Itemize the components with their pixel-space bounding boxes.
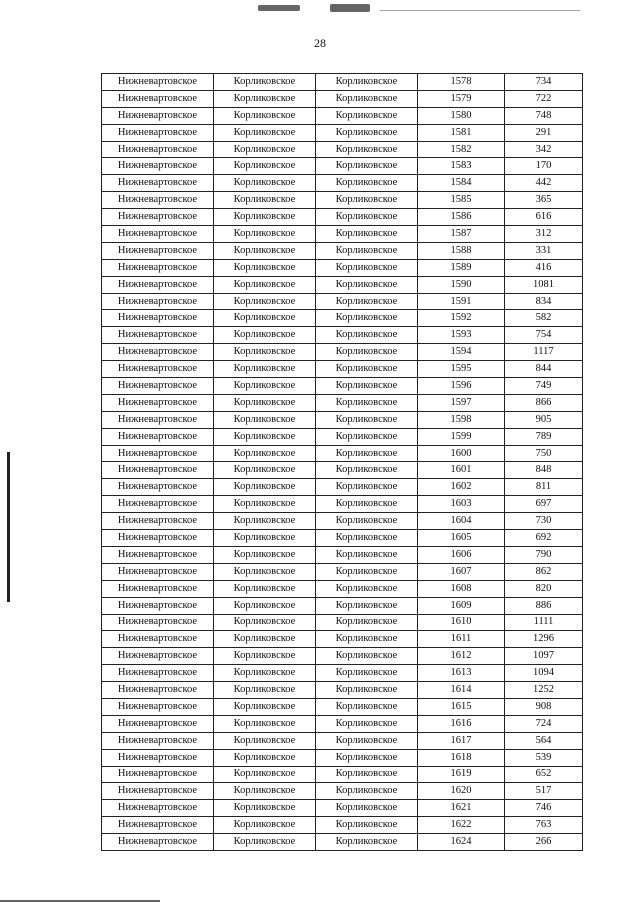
table-row bbox=[102, 749, 583, 766]
region-cell: Нижневартовское bbox=[102, 90, 214, 107]
table-row bbox=[102, 90, 583, 107]
region-cell: Нижневартовское bbox=[102, 648, 214, 665]
well-number-cell: 1581 bbox=[418, 124, 505, 141]
field-cell: Корликовское bbox=[214, 597, 316, 614]
region-cell: Нижневартовское bbox=[102, 378, 214, 395]
well-number-cell: 1579 bbox=[418, 90, 505, 107]
table-row bbox=[102, 428, 583, 445]
field-cell: Корликовское bbox=[214, 344, 316, 361]
field-cell: Корликовское bbox=[214, 276, 316, 293]
well-number-cell: 1585 bbox=[418, 192, 505, 209]
table-row bbox=[102, 597, 583, 614]
value-cell: 748 bbox=[505, 107, 583, 124]
value-cell: 652 bbox=[505, 766, 583, 783]
field-cell: Корликовское bbox=[214, 834, 316, 851]
field-cell: Корликовское bbox=[214, 242, 316, 259]
field-cell: Корликовское bbox=[214, 614, 316, 631]
table-row bbox=[102, 74, 583, 91]
deposit-cell: Корликовское bbox=[316, 800, 418, 817]
field-cell: Корликовское bbox=[214, 192, 316, 209]
region-cell: Нижневартовское bbox=[102, 530, 214, 547]
deposit-cell: Корликовское bbox=[316, 141, 418, 158]
page-number: 28 bbox=[314, 36, 326, 50]
region-cell: Нижневартовское bbox=[102, 462, 214, 479]
region-cell: Нижневартовское bbox=[102, 107, 214, 124]
well-number-cell: 1586 bbox=[418, 209, 505, 226]
field-cell: Корликовское bbox=[214, 209, 316, 226]
value-cell: 746 bbox=[505, 800, 583, 817]
field-cell: Корликовское bbox=[214, 158, 316, 175]
deposit-cell: Корликовское bbox=[316, 344, 418, 361]
table-row bbox=[102, 648, 583, 665]
value-cell: 862 bbox=[505, 563, 583, 580]
table-row bbox=[102, 496, 583, 513]
deposit-cell: Корликовское bbox=[316, 698, 418, 715]
value-cell: 539 bbox=[505, 749, 583, 766]
value-cell: 848 bbox=[505, 462, 583, 479]
deposit-cell: Корликовское bbox=[316, 259, 418, 276]
region-cell: Нижневартовское bbox=[102, 580, 214, 597]
well-number-cell: 1594 bbox=[418, 344, 505, 361]
field-cell: Корликовское bbox=[214, 530, 316, 547]
deposit-cell: Корликовское bbox=[316, 749, 418, 766]
table-row bbox=[102, 276, 583, 293]
deposit-cell: Корликовское bbox=[316, 327, 418, 344]
deposit-cell: Корликовское bbox=[316, 614, 418, 631]
region-cell: Нижневартовское bbox=[102, 124, 214, 141]
value-cell: 331 bbox=[505, 242, 583, 259]
well-number-cell: 1615 bbox=[418, 698, 505, 715]
well-number-cell: 1593 bbox=[418, 327, 505, 344]
well-number-cell: 1608 bbox=[418, 580, 505, 597]
well-number-cell: 1601 bbox=[418, 462, 505, 479]
field-cell: Корликовское bbox=[214, 293, 316, 310]
value-cell: 442 bbox=[505, 175, 583, 192]
field-cell: Корликовское bbox=[214, 631, 316, 648]
table-row bbox=[102, 614, 583, 631]
scan-smudge-right bbox=[330, 4, 370, 12]
value-cell: 517 bbox=[505, 783, 583, 800]
deposit-cell: Корликовское bbox=[316, 226, 418, 243]
value-cell: 692 bbox=[505, 530, 583, 547]
region-cell: Нижневартовское bbox=[102, 428, 214, 445]
well-number-cell: 1606 bbox=[418, 546, 505, 563]
deposit-cell: Корликовское bbox=[316, 378, 418, 395]
field-cell: Корликовское bbox=[214, 259, 316, 276]
deposit-cell: Корликовское bbox=[316, 513, 418, 530]
deposit-cell: Корликовское bbox=[316, 411, 418, 428]
value-cell: 365 bbox=[505, 192, 583, 209]
deposit-cell: Корликовское bbox=[316, 580, 418, 597]
table-row bbox=[102, 226, 583, 243]
region-cell: Нижневартовское bbox=[102, 327, 214, 344]
well-number-cell: 1591 bbox=[418, 293, 505, 310]
field-cell: Корликовское bbox=[214, 783, 316, 800]
value-cell: 730 bbox=[505, 513, 583, 530]
value-cell: 291 bbox=[505, 124, 583, 141]
deposit-cell: Корликовское bbox=[316, 394, 418, 411]
region-cell: Нижневартовское bbox=[102, 242, 214, 259]
well-number-cell: 1605 bbox=[418, 530, 505, 547]
well-number-cell: 1599 bbox=[418, 428, 505, 445]
value-cell: 763 bbox=[505, 817, 583, 834]
table-row bbox=[102, 361, 583, 378]
deposit-cell: Корликовское bbox=[316, 158, 418, 175]
field-cell: Корликовское bbox=[214, 428, 316, 445]
value-cell: 724 bbox=[505, 715, 583, 732]
well-number-cell: 1578 bbox=[418, 74, 505, 91]
deposit-cell: Корликовское bbox=[316, 682, 418, 699]
well-number-cell: 1582 bbox=[418, 141, 505, 158]
value-cell: 844 bbox=[505, 361, 583, 378]
table-row bbox=[102, 732, 583, 749]
table-row bbox=[102, 665, 583, 682]
region-cell: Нижневартовское bbox=[102, 563, 214, 580]
value-cell: 866 bbox=[505, 394, 583, 411]
deposit-cell: Корликовское bbox=[316, 209, 418, 226]
scan-line-top bbox=[380, 10, 580, 11]
table-row bbox=[102, 715, 583, 732]
deposit-cell: Корликовское bbox=[316, 107, 418, 124]
well-number-cell: 1617 bbox=[418, 732, 505, 749]
region-cell: Нижневартовское bbox=[102, 259, 214, 276]
value-cell: 789 bbox=[505, 428, 583, 445]
well-number-cell: 1603 bbox=[418, 496, 505, 513]
table-row bbox=[102, 175, 583, 192]
region-cell: Нижневартовское bbox=[102, 394, 214, 411]
deposit-cell: Корликовское bbox=[316, 90, 418, 107]
region-cell: Нижневартовское bbox=[102, 141, 214, 158]
table-row bbox=[102, 124, 583, 141]
value-cell: 754 bbox=[505, 327, 583, 344]
value-cell: 820 bbox=[505, 580, 583, 597]
deposit-cell: Корликовское bbox=[316, 496, 418, 513]
table-row bbox=[102, 834, 583, 851]
well-number-cell: 1611 bbox=[418, 631, 505, 648]
value-cell: 749 bbox=[505, 378, 583, 395]
field-cell: Корликовское bbox=[214, 394, 316, 411]
well-number-cell: 1619 bbox=[418, 766, 505, 783]
deposit-cell: Корликовское bbox=[316, 732, 418, 749]
field-cell: Корликовское bbox=[214, 749, 316, 766]
deposit-cell: Корликовское bbox=[316, 665, 418, 682]
region-cell: Нижневартовское bbox=[102, 479, 214, 496]
value-cell: 908 bbox=[505, 698, 583, 715]
region-cell: Нижневартовское bbox=[102, 74, 214, 91]
deposit-cell: Корликовское bbox=[316, 361, 418, 378]
field-cell: Корликовское bbox=[214, 496, 316, 513]
deposit-cell: Корликовское bbox=[316, 428, 418, 445]
well-number-cell: 1589 bbox=[418, 259, 505, 276]
field-cell: Корликовское bbox=[214, 226, 316, 243]
field-cell: Корликовское bbox=[214, 817, 316, 834]
scan-smudge-left bbox=[258, 5, 300, 11]
well-number-cell: 1616 bbox=[418, 715, 505, 732]
table-row bbox=[102, 293, 583, 310]
field-cell: Корликовское bbox=[214, 175, 316, 192]
deposit-cell: Корликовское bbox=[316, 631, 418, 648]
region-cell: Нижневартовское bbox=[102, 361, 214, 378]
value-cell: 1111 bbox=[505, 614, 583, 631]
region-cell: Нижневартовское bbox=[102, 783, 214, 800]
scan-line-left-edge bbox=[7, 452, 10, 602]
region-cell: Нижневартовское bbox=[102, 276, 214, 293]
well-number-cell: 1607 bbox=[418, 563, 505, 580]
region-cell: Нижневартовское bbox=[102, 293, 214, 310]
well-number-cell: 1592 bbox=[418, 310, 505, 327]
well-number-cell: 1588 bbox=[418, 242, 505, 259]
table-row bbox=[102, 513, 583, 530]
table-row bbox=[102, 546, 583, 563]
field-cell: Корликовское bbox=[214, 648, 316, 665]
region-cell: Нижневартовское bbox=[102, 698, 214, 715]
field-cell: Корликовское bbox=[214, 546, 316, 563]
field-cell: Корликовское bbox=[214, 682, 316, 699]
field-cell: Корликовское bbox=[214, 580, 316, 597]
value-cell: 722 bbox=[505, 90, 583, 107]
region-cell: Нижневартовское bbox=[102, 715, 214, 732]
deposit-cell: Корликовское bbox=[316, 597, 418, 614]
well-number-cell: 1620 bbox=[418, 783, 505, 800]
value-cell: 750 bbox=[505, 445, 583, 462]
value-cell: 1081 bbox=[505, 276, 583, 293]
value-cell: 616 bbox=[505, 209, 583, 226]
deposit-cell: Корликовское bbox=[316, 175, 418, 192]
well-number-cell: 1609 bbox=[418, 597, 505, 614]
region-cell: Нижневартовское bbox=[102, 732, 214, 749]
value-cell: 312 bbox=[505, 226, 583, 243]
table-row bbox=[102, 107, 583, 124]
region-cell: Нижневартовское bbox=[102, 496, 214, 513]
field-cell: Корликовское bbox=[214, 563, 316, 580]
value-cell: 790 bbox=[505, 546, 583, 563]
value-cell: 1252 bbox=[505, 682, 583, 699]
field-cell: Корликовское bbox=[214, 107, 316, 124]
table-row bbox=[102, 158, 583, 175]
table-row bbox=[102, 800, 583, 817]
field-cell: Корликовское bbox=[214, 462, 316, 479]
deposit-cell: Корликовское bbox=[316, 445, 418, 462]
table-row bbox=[102, 378, 583, 395]
region-cell: Нижневартовское bbox=[102, 817, 214, 834]
value-cell: 1296 bbox=[505, 631, 583, 648]
region-cell: Нижневартовское bbox=[102, 682, 214, 699]
table-row bbox=[102, 192, 583, 209]
value-cell: 1094 bbox=[505, 665, 583, 682]
region-cell: Нижневартовское bbox=[102, 631, 214, 648]
region-cell: Нижневартовское bbox=[102, 175, 214, 192]
field-cell: Корликовское bbox=[214, 310, 316, 327]
field-cell: Корликовское bbox=[214, 800, 316, 817]
table-row bbox=[102, 344, 583, 361]
well-number-cell: 1600 bbox=[418, 445, 505, 462]
deposit-cell: Корликовское bbox=[316, 192, 418, 209]
table-row bbox=[102, 411, 583, 428]
region-cell: Нижневартовское bbox=[102, 445, 214, 462]
field-cell: Корликовское bbox=[214, 513, 316, 530]
well-number-cell: 1598 bbox=[418, 411, 505, 428]
region-cell: Нижневартовское bbox=[102, 513, 214, 530]
well-number-cell: 1595 bbox=[418, 361, 505, 378]
deposit-cell: Корликовское bbox=[316, 715, 418, 732]
data-table bbox=[101, 73, 583, 851]
field-cell: Корликовское bbox=[214, 378, 316, 395]
scan-line-bottom bbox=[0, 900, 160, 902]
field-cell: Корликовское bbox=[214, 715, 316, 732]
table-row bbox=[102, 242, 583, 259]
field-cell: Корликовское bbox=[214, 327, 316, 344]
region-cell: Нижневартовское bbox=[102, 158, 214, 175]
well-number-cell: 1622 bbox=[418, 817, 505, 834]
deposit-cell: Корликовское bbox=[316, 293, 418, 310]
field-cell: Корликовское bbox=[214, 141, 316, 158]
region-cell: Нижневартовское bbox=[102, 344, 214, 361]
well-number-cell: 1587 bbox=[418, 226, 505, 243]
region-cell: Нижневартовское bbox=[102, 800, 214, 817]
table-row bbox=[102, 327, 583, 344]
region-cell: Нижневартовское bbox=[102, 192, 214, 209]
deposit-cell: Корликовское bbox=[316, 124, 418, 141]
region-cell: Нижневартовское bbox=[102, 209, 214, 226]
value-cell: 342 bbox=[505, 141, 583, 158]
well-number-cell: 1597 bbox=[418, 394, 505, 411]
table-row bbox=[102, 445, 583, 462]
table-row bbox=[102, 479, 583, 496]
value-cell: 416 bbox=[505, 259, 583, 276]
field-cell: Корликовское bbox=[214, 74, 316, 91]
table-row bbox=[102, 259, 583, 276]
table-row bbox=[102, 783, 583, 800]
deposit-cell: Корликовское bbox=[316, 546, 418, 563]
table-row bbox=[102, 631, 583, 648]
region-cell: Нижневартовское bbox=[102, 766, 214, 783]
table-row bbox=[102, 209, 583, 226]
region-cell: Нижневартовское bbox=[102, 749, 214, 766]
region-cell: Нижневартовское bbox=[102, 665, 214, 682]
region-cell: Нижневартовское bbox=[102, 597, 214, 614]
value-cell: 582 bbox=[505, 310, 583, 327]
value-cell: 811 bbox=[505, 479, 583, 496]
table-row bbox=[102, 817, 583, 834]
deposit-cell: Корликовское bbox=[316, 530, 418, 547]
deposit-cell: Корликовское bbox=[316, 74, 418, 91]
table-row bbox=[102, 580, 583, 597]
value-cell: 734 bbox=[505, 74, 583, 91]
deposit-cell: Корликовское bbox=[316, 834, 418, 851]
table-row bbox=[102, 682, 583, 699]
field-cell: Корликовское bbox=[214, 698, 316, 715]
region-cell: Нижневартовское bbox=[102, 614, 214, 631]
table-row bbox=[102, 766, 583, 783]
table-row bbox=[102, 462, 583, 479]
well-number-cell: 1624 bbox=[418, 834, 505, 851]
table-row bbox=[102, 141, 583, 158]
field-cell: Корликовское bbox=[214, 90, 316, 107]
value-cell: 564 bbox=[505, 732, 583, 749]
field-cell: Корликовское bbox=[214, 766, 316, 783]
deposit-cell: Корликовское bbox=[316, 242, 418, 259]
deposit-cell: Корликовское bbox=[316, 462, 418, 479]
well-number-cell: 1621 bbox=[418, 800, 505, 817]
field-cell: Корликовское bbox=[214, 124, 316, 141]
well-number-cell: 1602 bbox=[418, 479, 505, 496]
region-cell: Нижневартовское bbox=[102, 411, 214, 428]
deposit-cell: Корликовское bbox=[316, 648, 418, 665]
value-cell: 266 bbox=[505, 834, 583, 851]
value-cell: 905 bbox=[505, 411, 583, 428]
deposit-cell: Корликовское bbox=[316, 563, 418, 580]
field-cell: Корликовское bbox=[214, 479, 316, 496]
well-number-cell: 1580 bbox=[418, 107, 505, 124]
deposit-cell: Корликовское bbox=[316, 479, 418, 496]
well-number-cell: 1618 bbox=[418, 749, 505, 766]
well-number-cell: 1610 bbox=[418, 614, 505, 631]
well-number-cell: 1590 bbox=[418, 276, 505, 293]
table-row bbox=[102, 530, 583, 547]
region-cell: Нижневартовское bbox=[102, 226, 214, 243]
table-row bbox=[102, 310, 583, 327]
well-number-cell: 1612 bbox=[418, 648, 505, 665]
table-row bbox=[102, 563, 583, 580]
field-cell: Корликовское bbox=[214, 665, 316, 682]
value-cell: 834 bbox=[505, 293, 583, 310]
well-number-cell: 1596 bbox=[418, 378, 505, 395]
well-number-cell: 1583 bbox=[418, 158, 505, 175]
field-cell: Корликовское bbox=[214, 411, 316, 428]
value-cell: 1097 bbox=[505, 648, 583, 665]
region-cell: Нижневартовское bbox=[102, 546, 214, 563]
well-number-cell: 1604 bbox=[418, 513, 505, 530]
table-row bbox=[102, 394, 583, 411]
region-cell: Нижневартовское bbox=[102, 834, 214, 851]
value-cell: 697 bbox=[505, 496, 583, 513]
well-number-cell: 1584 bbox=[418, 175, 505, 192]
field-cell: Корликовское bbox=[214, 445, 316, 462]
value-cell: 1117 bbox=[505, 344, 583, 361]
deposit-cell: Корликовское bbox=[316, 766, 418, 783]
deposit-cell: Корликовское bbox=[316, 783, 418, 800]
deposit-cell: Корликовское bbox=[316, 310, 418, 327]
deposit-cell: Корликовское bbox=[316, 276, 418, 293]
region-cell: Нижневартовское bbox=[102, 310, 214, 327]
well-number-cell: 1614 bbox=[418, 682, 505, 699]
table-body bbox=[102, 74, 583, 851]
field-cell: Корликовское bbox=[214, 732, 316, 749]
value-cell: 886 bbox=[505, 597, 583, 614]
field-cell: Корликовское bbox=[214, 361, 316, 378]
well-number-cell: 1613 bbox=[418, 665, 505, 682]
table-row bbox=[102, 698, 583, 715]
deposit-cell: Корликовское bbox=[316, 817, 418, 834]
value-cell: 170 bbox=[505, 158, 583, 175]
